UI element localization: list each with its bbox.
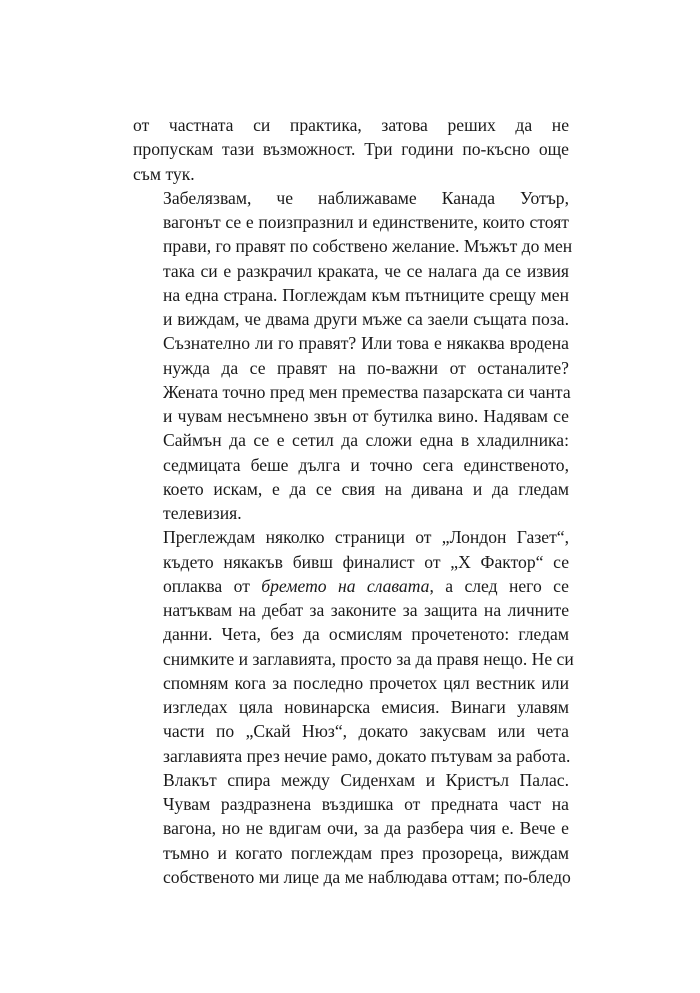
italic-phrase: бремето на славата xyxy=(261,575,430,596)
text-line: Жената точно пред мен премества пазарската си чанта xyxy=(163,381,571,402)
text-line: данни. Чета, без да осмислям прочетеното: гледам xyxy=(163,624,569,645)
text-line: тъмно и когато поглеждам през прозореца, виждам xyxy=(163,842,569,863)
text-line: изгледах цяла новинарска емисия. Винаги улавям xyxy=(163,697,569,717)
text-line: на една страна. Поглеждам към пътниците срещу мен xyxy=(163,284,569,305)
text-line: Съзнателно ли го правят? Или това е някаква вродена xyxy=(163,333,569,354)
text-line: телевизия. xyxy=(163,503,242,523)
text-line: Чувам раздразнена въздишка от предната част на xyxy=(163,794,569,814)
text-line: части по „Скай Нюз“, докато закусвам или чета xyxy=(163,721,569,742)
text-line: и виждам, че двама други мъже са заели същата поза. xyxy=(163,309,569,329)
text-line: съм тук. xyxy=(133,163,195,184)
paragraph xyxy=(133,186,573,526)
paragraph xyxy=(133,113,569,186)
text-run: оплаква от xyxy=(163,575,262,596)
page-body-text xyxy=(133,113,574,889)
text-line: натъквам на дебат за законите за защита на личните xyxy=(163,600,569,620)
text-line: вагона, но не вдигам очи, за да разбера чия е. Вече е xyxy=(163,818,569,839)
text-line: заглавията през нечие рамо, докато пътувам за работа. xyxy=(163,745,571,766)
text-line: вагонът се е поизпразнил и единствените, които стоят xyxy=(163,212,569,232)
text-line: което искам, е да се свия на дивана и да гледам xyxy=(163,478,569,499)
text-line: собственото ми лице да ме наблюдава оттам; по-бледо xyxy=(163,866,571,887)
text-line: и чувам несъмнено звън от бутилка вино. Надявам се xyxy=(163,406,569,426)
text-line: седмицата беше дълга и точно сега единственото, xyxy=(163,454,569,475)
book-page xyxy=(133,113,574,889)
paragraph xyxy=(133,525,574,768)
text-line: прави, го правят по собствено желание. Мъжът до мен xyxy=(163,236,573,257)
text-line: Забелязвам, че наближаваме Канада Уотър, xyxy=(163,187,569,208)
text-line: спомням кога за последно прочетох цял вестник или xyxy=(163,672,569,693)
text-line: Влакът спира между Сиденхам и Кристъл Палас. xyxy=(163,769,569,790)
text-line: Преглеждам няколко страници от „Лондон Газет“, xyxy=(163,527,569,548)
text-line: така си е разкрачил краката, че се налага да се извия xyxy=(163,260,569,281)
text-line: където някакъв бивш финалист от „Х Фактор“ се xyxy=(163,551,569,572)
text-line: пропускам тази възможност. Три години по-късно още xyxy=(133,139,569,160)
text-line xyxy=(133,574,569,598)
text-line: Саймън да се е сетил да сложи една в хладилника: xyxy=(163,430,569,451)
paragraph xyxy=(133,768,569,889)
text-line: нужда да се правят на по-важни от останалите? xyxy=(163,357,569,378)
text-line: снимките и заглавията, просто за да правя нещо. Не си xyxy=(163,648,574,669)
text-run: , а след него се xyxy=(429,575,569,596)
text-line: от частната си практика, затова реших да не xyxy=(133,115,569,135)
